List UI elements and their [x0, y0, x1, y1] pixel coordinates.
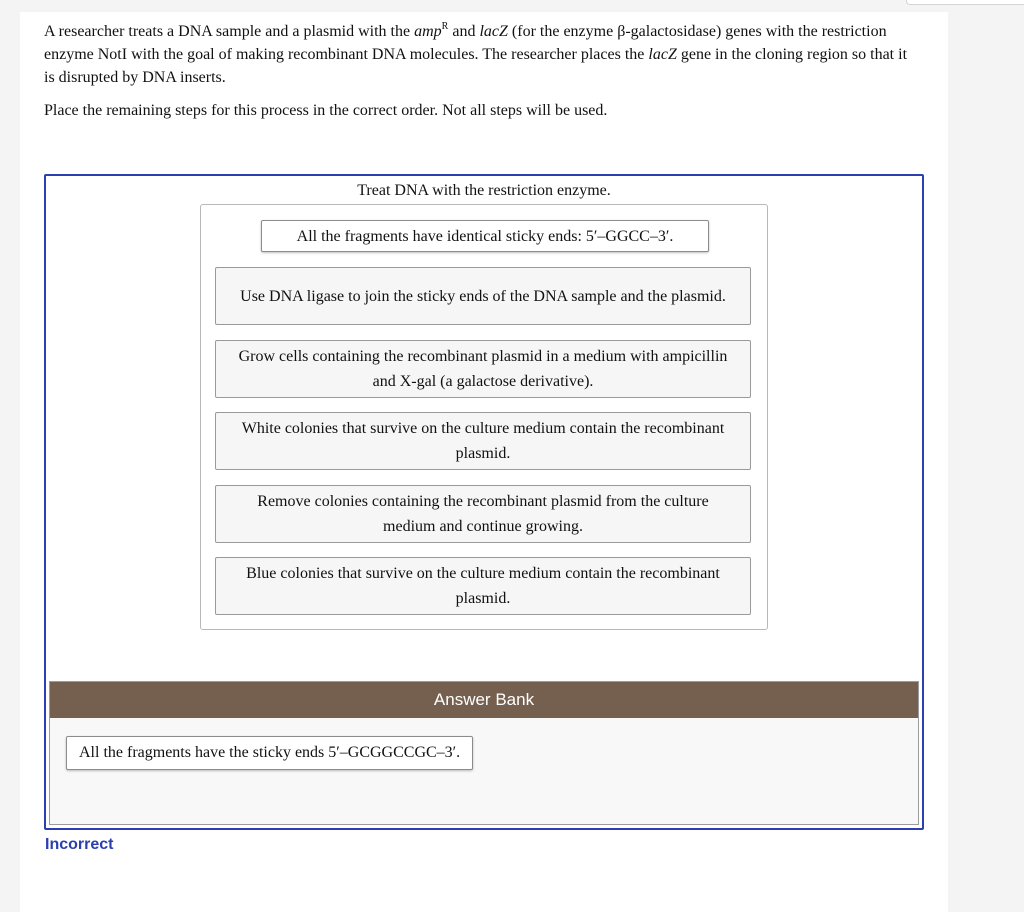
gene-amp: amp — [414, 23, 442, 40]
sequence-step-1[interactable]: All the fragments have identical sticky ends: 5′–GGCC–3′. — [261, 220, 709, 252]
intro-text-3: (for the enzyme β-galactosidase) genes with the restriction enzyme NotI with the goal of making recombinant DNA molecules. The researcher places the — [44, 23, 887, 63]
sequence-container — [200, 204, 768, 630]
question-card — [20, 12, 948, 912]
fixed-first-step: Treat DNA with the restriction enzyme. — [357, 182, 611, 199]
intro-text-4: gene in the cloning region so that it is disrupted by DNA inserts. — [44, 46, 908, 86]
question-instruction: Place the remaining steps for this process in the correct order. Not all steps will be used. — [44, 102, 608, 119]
answer-bank-title: Answer Bank — [50, 682, 918, 718]
gene-lacz: lacZ — [479, 23, 508, 40]
question-text — [44, 20, 914, 122]
intro-text-1: A researcher treats a DNA sample and a plasmid with the — [44, 23, 415, 40]
status-incorrect: Incorrect — [45, 836, 114, 853]
sequence-step-2[interactable]: Use DNA ligase to join the sticky ends of the DNA sample and the plasmid. — [215, 267, 751, 325]
gene-amp-superscript: R — [441, 21, 449, 32]
intro-text-2: and — [448, 23, 480, 40]
answer-bank-item[interactable]: All the fragments have the sticky ends 5′–GCGGCCGC–3′. — [66, 736, 473, 770]
top-tab — [906, 0, 1024, 5]
answer-bank — [49, 681, 919, 825]
sequence-step-6[interactable]: Blue colonies that survive on the culture medium contain the recombinant plasmid. — [215, 557, 751, 615]
question-intro — [44, 20, 914, 89]
gene-lacz-2: lacZ — [648, 46, 677, 63]
sequence-step-3[interactable]: Grow cells containing the recombinant plasmid in a medium with ampicillin and X-gal (a galactose derivative). — [215, 340, 751, 398]
sequence-step-4[interactable]: White colonies that survive on the culture medium contain the recombinant plasmid. — [215, 412, 751, 470]
drag-drop-area — [44, 174, 924, 830]
sequence-step-5[interactable]: Remove colonies containing the recombinant plasmid from the culture medium and continue growing. — [215, 485, 751, 543]
